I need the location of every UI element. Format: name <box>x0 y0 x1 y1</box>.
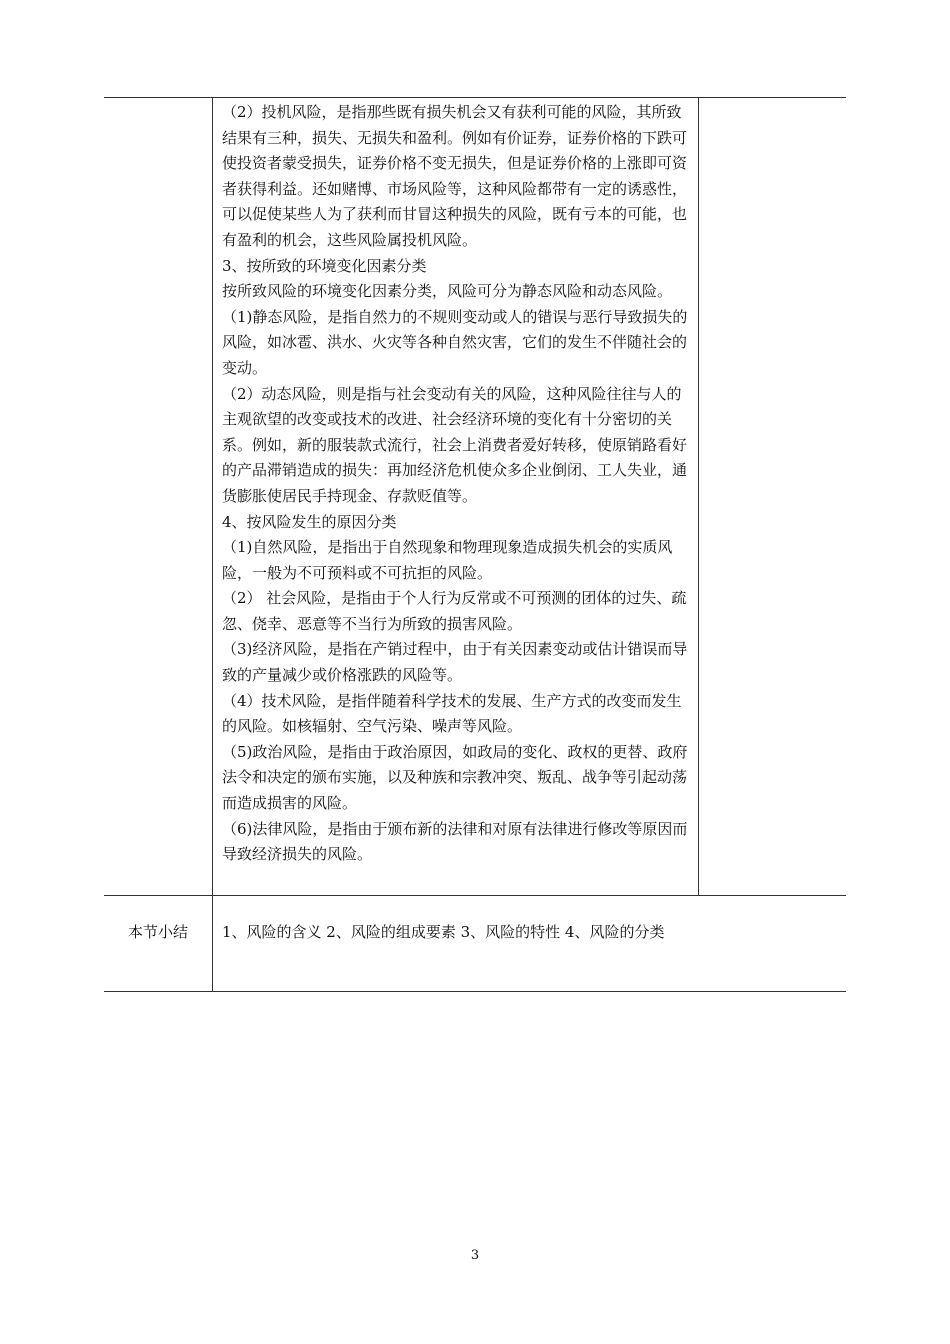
page-number: 3 <box>470 1248 480 1263</box>
summary-label: 本节小结 <box>127 923 188 941</box>
content-cell <box>222 100 694 868</box>
summary-text: 1、风险的含义 2、风险的组成要素 3、风险的特性 4、风险的分类 <box>222 923 665 941</box>
paragraph: （3)经济风险，是指在产销过程中，由于有关因素变动或估计错误而导致的产量减少或价格涨跌的风险等。 <box>222 640 688 685</box>
table-row-divider <box>104 895 846 896</box>
table-col-divider-right <box>698 97 699 896</box>
paragraph: （5)政治风险，是指由于政治原因，如政局的变化、政权的更替、政府法令和决定的颁布实施，以及种族和宗教冲突、叛乱、战争等引起动荡而造成损害的风险。 <box>222 742 688 813</box>
paragraph: （4）技术风险，是指伴随着科学技术的发展、生产方式的改变而发生的风险。如核辐射、空气污染、噪声等风险。 <box>222 691 682 736</box>
paragraph: （2） 社会风险，是指由于个人行为反常或不可预测的团体的过失、疏忽、侥幸、恶意等不当行为所致的损害风险。 <box>222 589 687 633</box>
paragraph: （1)自然风险，是指出于自然现象和物理现象造成损失机会的实质风险，一般为不可预料或不可抗拒的风险。 <box>222 538 673 582</box>
paragraph: （1)静态风险，是指自然力的不规则变动或人的错误与恶行导致损失的风险，如冰雹、洪水、火灾等各种自然灾害，它们的发生不伴随社会的变动。 <box>222 307 688 377</box>
paragraph: （2）投机风险，是指那些既有损失机会又有获利可能的风险，其所致结果有三种，损失、无损失和盈利。例如有价证券，证券价格的下跌可使投资者蒙受损失，证券价格不变无损失，但是证券价格的上涨即可资者获得利益。还如赌博、市场风险等，这种风险都带有一定的诱惑性，可以促使某些人为了获利而甘冒这种损失的风险，既有亏本的可能，也有盈利的机会，这些风险属投机风险。 <box>222 103 688 249</box>
table-top-rule <box>104 97 846 98</box>
table-bottom-rule <box>104 991 846 992</box>
section-heading: 3、按所致的环境变化因素分类 <box>222 256 427 275</box>
paragraph: 按所致风险的环境变化因素分类，风险可分为静态风险和动态风险。 <box>222 282 673 301</box>
paragraph: （2）动态风险，则是指与社会变动有关的风险，这种风险往往与人的主观欲望的改变或技术的改进、社会经济环境的变化有十分密切的关系。例如，新的服装款式流行，社会上消费者爱好转移，使原销路看好的产品滞销造成的损失：再加经济危机使众多企业倒闭、工人失业，通货膨胀使居民手持现金、存款贬值等。 <box>222 384 688 505</box>
table-col-divider-left <box>212 97 213 992</box>
section-heading: 4、按风险发生的原因分类 <box>222 512 397 531</box>
paragraph: （6)法律风险，是指由于颁布新的法律和对原有法律进行修改等原因而导致经济损失的风险。 <box>222 819 688 864</box>
